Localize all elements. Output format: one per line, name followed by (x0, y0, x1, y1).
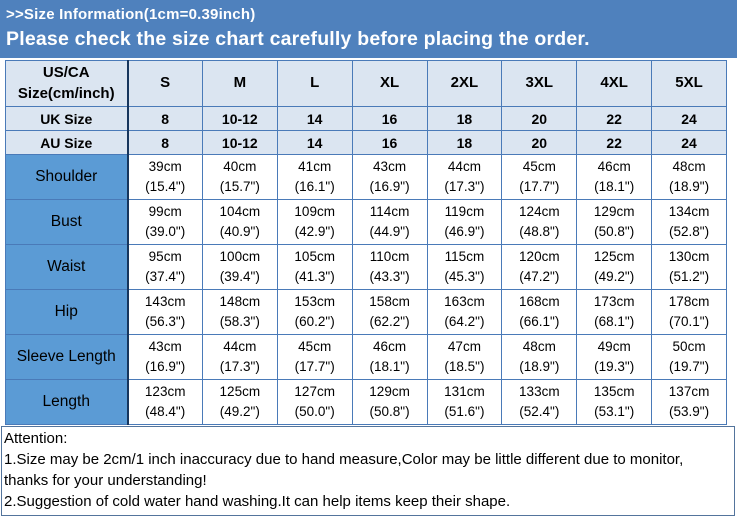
measurement-cell (128, 155, 203, 200)
size-value-cell: 16 (352, 107, 427, 131)
measurement-inch: (45.3") (444, 269, 485, 284)
measurement-cell (502, 200, 577, 245)
size-value-cell: 22 (577, 107, 652, 131)
table-row (6, 107, 727, 131)
measurement-cell (277, 155, 352, 200)
measurement-cell (202, 335, 277, 380)
row-label-cell: AU Size (6, 131, 128, 155)
measurement-inch: (66.1") (519, 314, 560, 329)
measurement-cm: 47cm (447, 339, 481, 354)
size-value-cell: 14 (277, 131, 352, 155)
measurement-cell (128, 335, 203, 380)
size-table-body (6, 107, 727, 425)
measurement-cell (577, 155, 652, 200)
measurement-cm: 109cm (294, 204, 335, 219)
row-label-cell: Waist (6, 245, 128, 290)
size-chart-table (5, 60, 727, 425)
measurement-cell (427, 380, 502, 425)
header-size-cell: 4XL (577, 61, 652, 107)
attention-line-3: 2.Suggestion of cold water hand washing.It can help items keep their shape. (4, 493, 511, 510)
measurement-cm: 105cm (294, 249, 335, 264)
measurement-inch: (47.2") (519, 269, 560, 284)
measurement-inch: (53.1") (594, 404, 635, 419)
measurement-inch: (18.9") (669, 179, 710, 194)
measurement-inch: (50.8") (369, 404, 410, 419)
measurement-inch: (48.8") (519, 224, 560, 239)
measurement-inch: (52.4") (519, 404, 560, 419)
measurement-cell (352, 335, 427, 380)
measurement-cm: 45cm (298, 339, 332, 354)
size-chart-warning: Please check the size chart carefully before placing the order. (6, 28, 590, 50)
size-table-head (6, 61, 727, 107)
measurement-inch: (53.9") (669, 404, 710, 419)
attention-line-1: 1.Size may be 2cm/1 inch inaccuracy due to hand measure,Color may be little different due to monitor, (4, 451, 684, 468)
measurement-inch: (51.2") (669, 269, 710, 284)
measurement-cm: 39cm (148, 159, 182, 174)
measurement-inch: (51.6") (444, 404, 485, 419)
measurement-cm: 40cm (223, 159, 257, 174)
row-label-cell: Sleeve Length (6, 335, 128, 380)
size-value-cell: 20 (502, 131, 577, 155)
measurement-cm: 125cm (593, 249, 635, 264)
measurement-cm: 95cm (148, 249, 182, 264)
size-value-cell: 24 (652, 131, 727, 155)
measurement-cm: 123cm (144, 384, 186, 399)
measurement-cell (652, 335, 727, 380)
measurement-cell (652, 200, 727, 245)
measurement-cm: 129cm (593, 204, 635, 219)
table-row (6, 131, 727, 155)
measurement-cell (577, 245, 652, 290)
header-size-cell: L (277, 61, 352, 107)
measurement-inch: (17.3") (219, 359, 260, 374)
measurement-cm: 135cm (593, 384, 635, 399)
measurement-inch: (17.7") (294, 359, 335, 374)
measurement-cm: 43cm (373, 159, 407, 174)
measurement-inch: (17.3") (444, 179, 485, 194)
size-value-cell: 24 (652, 107, 727, 131)
size-value-cell: 16 (352, 131, 427, 155)
row-label-cell: Length (6, 380, 128, 425)
measurement-cell (202, 155, 277, 200)
measurement-inch: (50.8") (594, 224, 635, 239)
measurement-cell (427, 290, 502, 335)
header-size-cell: 3XL (502, 61, 577, 107)
measurement-cm: 153cm (294, 294, 335, 309)
attention-line-2: thanks for your understanding! (4, 472, 207, 489)
table-row (6, 155, 727, 200)
measurement-inch: (64.2") (444, 314, 485, 329)
measurement-cell (128, 200, 203, 245)
row-label-cell: Bust (6, 200, 128, 245)
measurement-cm: 173cm (593, 294, 635, 309)
measurement-cell (277, 290, 352, 335)
measurement-cm: 158cm (369, 294, 410, 309)
measurement-cell (427, 335, 502, 380)
size-value-cell: 10-12 (202, 131, 277, 155)
measurement-cm: 178cm (668, 294, 710, 309)
measurement-cm: 124cm (519, 204, 560, 219)
measurement-cell (577, 335, 652, 380)
measurement-cell (202, 200, 277, 245)
measurement-cell (577, 380, 652, 425)
measurement-inch: (49.2") (219, 404, 260, 419)
measurement-cm: 44cm (447, 159, 481, 174)
table-row (6, 200, 727, 245)
measurement-inch: (37.4") (145, 269, 186, 284)
measurement-inch: (50.0") (294, 404, 335, 419)
table-row (6, 380, 727, 425)
measurement-cm: 99cm (148, 204, 182, 219)
measurement-inch: (62.2") (369, 314, 410, 329)
measurement-inch: (41.3") (294, 269, 335, 284)
measurement-cm: 46cm (597, 159, 631, 174)
measurement-cell (202, 245, 277, 290)
measurement-cm: 100cm (219, 249, 261, 264)
measurement-inch: (58.3") (219, 314, 260, 329)
measurement-inch: (18.1") (369, 359, 410, 374)
measurement-cm: 134cm (668, 204, 710, 219)
attention-box (1, 426, 735, 516)
measurement-cell (652, 155, 727, 200)
measurement-inch: (39.4") (219, 269, 260, 284)
size-value-cell: 22 (577, 131, 652, 155)
size-value-cell: 8 (128, 131, 203, 155)
header-size-cell: XL (352, 61, 427, 107)
measurement-inch: (42.9") (294, 224, 335, 239)
measurement-cell (277, 380, 352, 425)
measurement-cell (427, 155, 502, 200)
measurement-inch: (48.4") (145, 404, 186, 419)
measurement-inch: (18.1") (594, 179, 635, 194)
measurement-inch: (70.1") (669, 314, 710, 329)
measurement-cm: 137cm (668, 384, 710, 399)
measurement-inch: (60.2") (294, 314, 335, 329)
measurement-inch: (46.9") (444, 224, 485, 239)
measurement-cell (352, 290, 427, 335)
measurement-cm: 148cm (219, 294, 261, 309)
size-info-title: >>Size Information(1cm=0.39inch) (6, 6, 256, 23)
measurement-cm: 48cm (672, 159, 706, 174)
measurement-cell (577, 200, 652, 245)
measurement-inch: (68.1") (594, 314, 635, 329)
measurement-cell (128, 290, 203, 335)
size-value-cell: 8 (128, 107, 203, 131)
measurement-cell (502, 335, 577, 380)
measurement-inch: (18.9") (519, 359, 560, 374)
size-value-cell: 10-12 (202, 107, 277, 131)
measurement-cm: 104cm (219, 204, 261, 219)
measurement-cell (352, 155, 427, 200)
size-info-banner (0, 0, 737, 58)
measurement-cm: 119cm (444, 204, 485, 219)
size-value-cell: 18 (427, 107, 502, 131)
measurement-inch: (17.7") (519, 179, 560, 194)
measurement-cm: 130cm (668, 249, 710, 264)
measurement-inch: (19.3") (594, 359, 635, 374)
measurement-cm: 133cm (519, 384, 560, 399)
measurement-cell (502, 380, 577, 425)
measurement-cm: 125cm (219, 384, 261, 399)
measurement-inch: (43.3") (369, 269, 410, 284)
measurement-cm: 41cm (298, 159, 332, 174)
measurement-cm: 163cm (444, 294, 485, 309)
measurement-inch: (16.9") (145, 359, 186, 374)
measurement-cell (352, 200, 427, 245)
measurement-inch: (49.2") (594, 269, 635, 284)
table-row (6, 335, 727, 380)
measurement-cell (277, 200, 352, 245)
measurement-inch: (39.0") (145, 224, 186, 239)
measurement-cell (502, 245, 577, 290)
measurement-inch: (19.7") (669, 359, 710, 374)
measurement-cm: 115cm (444, 249, 485, 264)
measurement-cm: 120cm (519, 249, 560, 264)
measurement-cell (277, 245, 352, 290)
measurement-cm: 43cm (148, 339, 182, 354)
measurement-cell (202, 290, 277, 335)
measurement-cm: 110cm (369, 249, 410, 264)
measurement-inch: (16.9") (369, 179, 410, 194)
row-label-cell: Shoulder (6, 155, 128, 200)
measurement-cell (352, 380, 427, 425)
row-label-cell: Hip (6, 290, 128, 335)
measurement-cm: 44cm (223, 339, 257, 354)
measurement-cm: 45cm (522, 159, 556, 174)
measurement-cell (128, 245, 203, 290)
header-size-cell: 5XL (652, 61, 727, 107)
measurement-cell (277, 335, 352, 380)
size-value-cell: 20 (502, 107, 577, 131)
measurement-cell (577, 290, 652, 335)
measurement-inch: (44.9") (369, 224, 410, 239)
measurement-cell (652, 245, 727, 290)
measurement-cell (427, 200, 502, 245)
measurement-cm: 50cm (672, 339, 706, 354)
measurement-cm: 168cm (519, 294, 560, 309)
measurement-cm: 46cm (373, 339, 407, 354)
table-row (6, 290, 727, 335)
measurement-cm: 143cm (144, 294, 186, 309)
measurement-cell (502, 290, 577, 335)
measurement-inch: (52.8") (669, 224, 710, 239)
size-value-cell: 18 (427, 131, 502, 155)
measurement-cell (652, 380, 727, 425)
measurement-cm: 129cm (369, 384, 410, 399)
header-size-cell: 2XL (427, 61, 502, 107)
measurement-cm: 114cm (369, 204, 410, 219)
header-size-cell: S (128, 61, 203, 107)
measurement-cm: 49cm (597, 339, 631, 354)
size-value-cell: 14 (277, 107, 352, 131)
measurement-inch: (56.3") (145, 314, 186, 329)
measurement-cell (427, 245, 502, 290)
measurement-cell (502, 155, 577, 200)
measurement-cell (202, 380, 277, 425)
header-size-cell: M (202, 61, 277, 107)
measurement-inch: (40.9") (219, 224, 260, 239)
measurement-inch: (15.4") (145, 179, 186, 194)
attention-title: Attention: (4, 430, 68, 447)
header-row (6, 61, 727, 107)
row-label-cell: UK Size (6, 107, 128, 131)
table-row (6, 245, 727, 290)
measurement-cm: 48cm (522, 339, 556, 354)
header-label-cell: US/CA Size(cm/inch) (6, 61, 128, 107)
measurement-inch: (16.1") (294, 179, 335, 194)
measurement-cell (652, 290, 727, 335)
measurement-cm: 127cm (294, 384, 335, 399)
measurement-cell (128, 380, 203, 425)
measurement-cm: 131cm (444, 384, 485, 399)
measurement-inch: (18.5") (444, 359, 485, 374)
measurement-inch: (15.7") (219, 179, 260, 194)
measurement-cell (352, 245, 427, 290)
